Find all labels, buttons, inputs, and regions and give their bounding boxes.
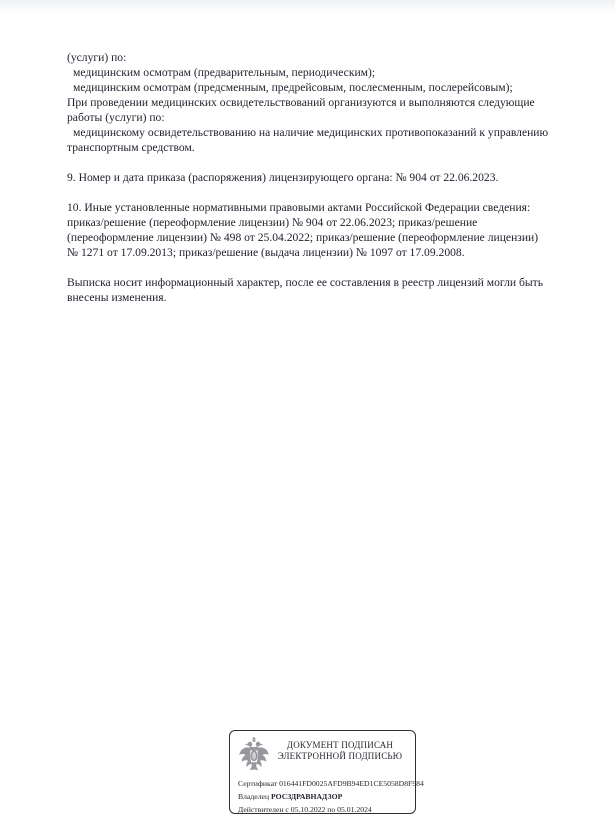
rosdravnadzor-eagle-icon <box>237 736 271 773</box>
paragraph-disclaimer <box>67 275 572 305</box>
document-line: медицинскому освидетельствованию на наличие медицинских противопоказаний к управлению <box>73 126 549 139</box>
stamp-certificate-value: 016441FD0025AFD9B94ED1CE5058D8F984 <box>279 779 424 788</box>
electronic-signature-stamp <box>229 730 424 815</box>
document-line: приказ/решение (переоформление лицензии) № 904 от 22.06.2023; приказ/решение <box>67 216 478 229</box>
document-line: (переоформление лицензии) № 498 от 25.04.2022; приказ/решение (переоформление лицензии) <box>67 231 539 244</box>
stamp-certificate-line <box>238 777 424 790</box>
document-content <box>67 50 572 320</box>
document-line: медицинским осмотрам (предсменным, предрейсовым, послесменным, послерейсовым); <box>73 81 513 94</box>
stamp-owner-label: Владелец <box>238 792 270 802</box>
paragraph-9-order-number <box>67 170 572 185</box>
document-line: При проведении медицинских освидетельствований организуются и выполняются следующие <box>67 96 535 109</box>
stamp-title-line2: ЭЛЕКТРОННОЙ ПОДПИСЬЮ <box>277 750 403 761</box>
document-line: № 1271 от 17.09.2013; приказ/решение (выдача лицензии) № 1097 от 17.09.2008. <box>67 246 465 259</box>
page-top-shade <box>0 0 615 14</box>
paragraph-10-other-info <box>67 200 572 260</box>
stamp-owner-line <box>238 790 407 803</box>
stamp-validity-line: Действителен с 05.10.2022 по 05.01.2024 <box>238 805 372 815</box>
document-line: внесены изменения. <box>67 291 167 304</box>
stamp-title <box>271 736 409 761</box>
document-line: работы (услуги) по: <box>67 111 165 124</box>
document-line: Выписка носит информационный характер, после ее составления в реестр лицензий могли быть <box>67 276 543 289</box>
paragraph-works-services <box>67 50 572 155</box>
stamp-details <box>230 774 424 817</box>
stamp-owner-value: РОСЗДРАВНАДЗОР <box>270 792 343 802</box>
stamp-certificate-label: Сертификат <box>238 779 278 788</box>
stamp-header <box>230 731 415 774</box>
document-line: транспортным средством. <box>67 141 195 154</box>
document-line: 10. Иные установленные нормативными правовыми актами Российской Федерации сведения: <box>67 201 531 214</box>
document-line: медицинским осмотрам (предварительным, периодическим); <box>73 66 376 79</box>
document-line: 9. Номер и дата приказа (распоряжения) лицензирующего органа: № 904 от 22.06.2023. <box>67 171 499 184</box>
stamp-title-line1: ДОКУМЕНТ ПОДПИСАН <box>286 740 394 750</box>
document-line: (услуги) по: <box>67 51 127 64</box>
